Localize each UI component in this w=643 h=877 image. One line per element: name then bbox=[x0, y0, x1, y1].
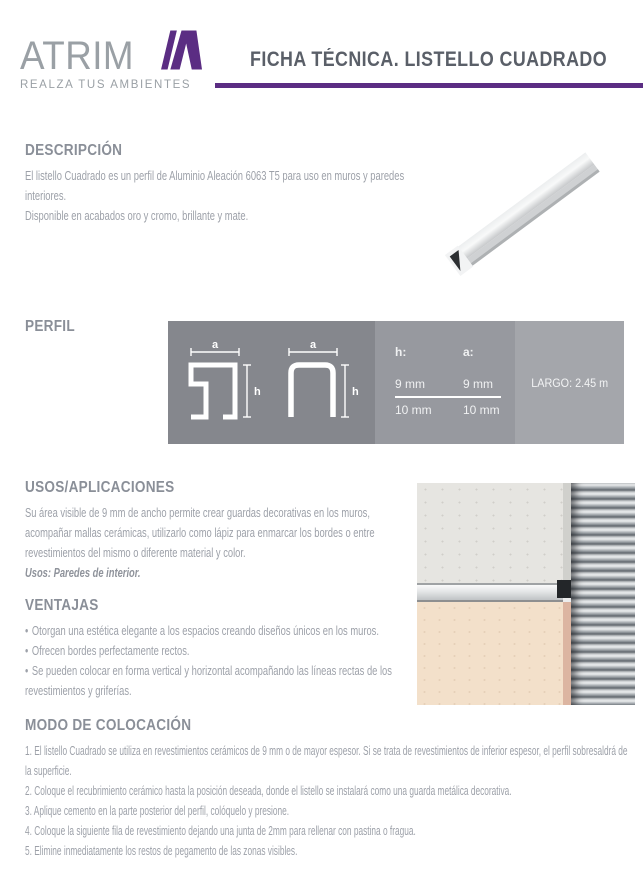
list-item: • Se pueden colocar en forma vertical y horizontal acompañando las líneas rectas de los revestimientos y griferías. bbox=[25, 663, 392, 698]
header-divider bbox=[215, 83, 643, 88]
top-tile bbox=[417, 483, 563, 583]
descripcion-heading: DESCRIPCIÓN bbox=[25, 142, 123, 159]
brand-logo bbox=[20, 30, 202, 91]
table-row bbox=[395, 377, 515, 391]
brand-tagline: REALZA TUS AMBIENTES bbox=[20, 79, 192, 91]
profile-diagrams bbox=[168, 321, 375, 444]
table-divider bbox=[395, 396, 501, 398]
svg-text:h: h bbox=[253, 385, 261, 398]
a-value-2: 10 mm bbox=[463, 402, 500, 417]
step-item: 4. Coloque la siguiente fila de revestimiento dejando una junta de 2mm para rellenar con pastina o fragua. bbox=[25, 823, 416, 838]
page-title: FICHA TÉCNICA. LISTELLO CUADRADO bbox=[250, 48, 608, 71]
usos-paragraph: Su área visible de 9 mm de ancho permite crear guardas decorativas en los muros, acompañar mallas cerámicas, utilizarlo como lápiz para enmarcar los bordes o entre revestimientos del mismo o diferente material y color. bbox=[25, 505, 375, 560]
step-item: 5. Elimine inmediatamente los restos de pegamento de las zonas visibles. bbox=[25, 843, 298, 858]
length-panel bbox=[515, 321, 624, 444]
bullet-icon: • bbox=[25, 623, 29, 638]
step-item: 1. El listello Cuadrado se utiliza en revestimientos cerámicos de 9 mm o de mayor espesor. Si se trata de revestimientos de inferior espesor, el perfil sobresaldrá de la superficie. bbox=[25, 743, 628, 778]
listello-strip bbox=[417, 583, 563, 602]
square-profile-diagram-icon bbox=[185, 339, 261, 427]
svg-text:a: a bbox=[211, 338, 218, 351]
installation-photo bbox=[417, 483, 635, 705]
brand-slash-a-icon bbox=[148, 30, 202, 75]
descripcion-paragraph-2: Disponible en acabados oro y cromo, brillante y mate. bbox=[25, 208, 249, 223]
h-value-1: 9 mm bbox=[395, 377, 425, 391]
bullet-icon: • bbox=[25, 663, 29, 678]
brand-wordmark: ATRIM bbox=[20, 34, 135, 78]
svg-text:a: a bbox=[309, 338, 316, 351]
perfil-panel bbox=[168, 321, 624, 444]
bottom-tile bbox=[417, 602, 563, 705]
step-item: 2. Coloque el recubrimiento cerámico hasta la posición deseada, donde el listello se instalará como una guarda metálica decorativa. bbox=[25, 783, 512, 798]
list-item: • Ofrecen bordes perfectamente rectos. bbox=[25, 643, 190, 658]
table-row bbox=[395, 403, 515, 417]
strip-end-shadow bbox=[557, 580, 571, 598]
descripcion-paragraph-1: El listello Cuadrado es un perfil de Aluminio Aleación 6063 T5 para uso en muros y paredes interiores. bbox=[25, 168, 405, 203]
col-header-a: a: bbox=[463, 345, 474, 359]
usos-heading: USOS/APLICACIONES bbox=[25, 479, 175, 496]
corrugated-texture bbox=[571, 483, 635, 705]
section-colocacion bbox=[25, 717, 643, 861]
perfil-heading: PERFIL bbox=[25, 318, 75, 335]
bullet-icon: • bbox=[25, 643, 29, 658]
col-header-h: h: bbox=[395, 345, 407, 359]
colocacion-heading: MODO DE COLOCACIÓN bbox=[25, 717, 192, 734]
usos-emphasis: Usos: Paredes de interior. bbox=[25, 565, 141, 580]
step-item: 3. Aplique cemento en la parte posterior del perfil, colóquelo y presione. bbox=[25, 803, 290, 818]
length-value: LARGO: 2.45 m bbox=[531, 375, 608, 390]
product-photo bbox=[418, 132, 635, 297]
h-value-2: 10 mm bbox=[395, 402, 432, 417]
ventajas-heading: VENTAJAS bbox=[25, 597, 99, 614]
svg-text:h: h bbox=[351, 385, 359, 398]
dimensions-table bbox=[375, 321, 515, 444]
a-value-1: 9 mm bbox=[463, 377, 493, 391]
u-channel-diagram-icon bbox=[283, 339, 359, 427]
list-item: • Otorgan una estética elegante a los espacios creando diseños únicos en los muros. bbox=[25, 623, 379, 638]
